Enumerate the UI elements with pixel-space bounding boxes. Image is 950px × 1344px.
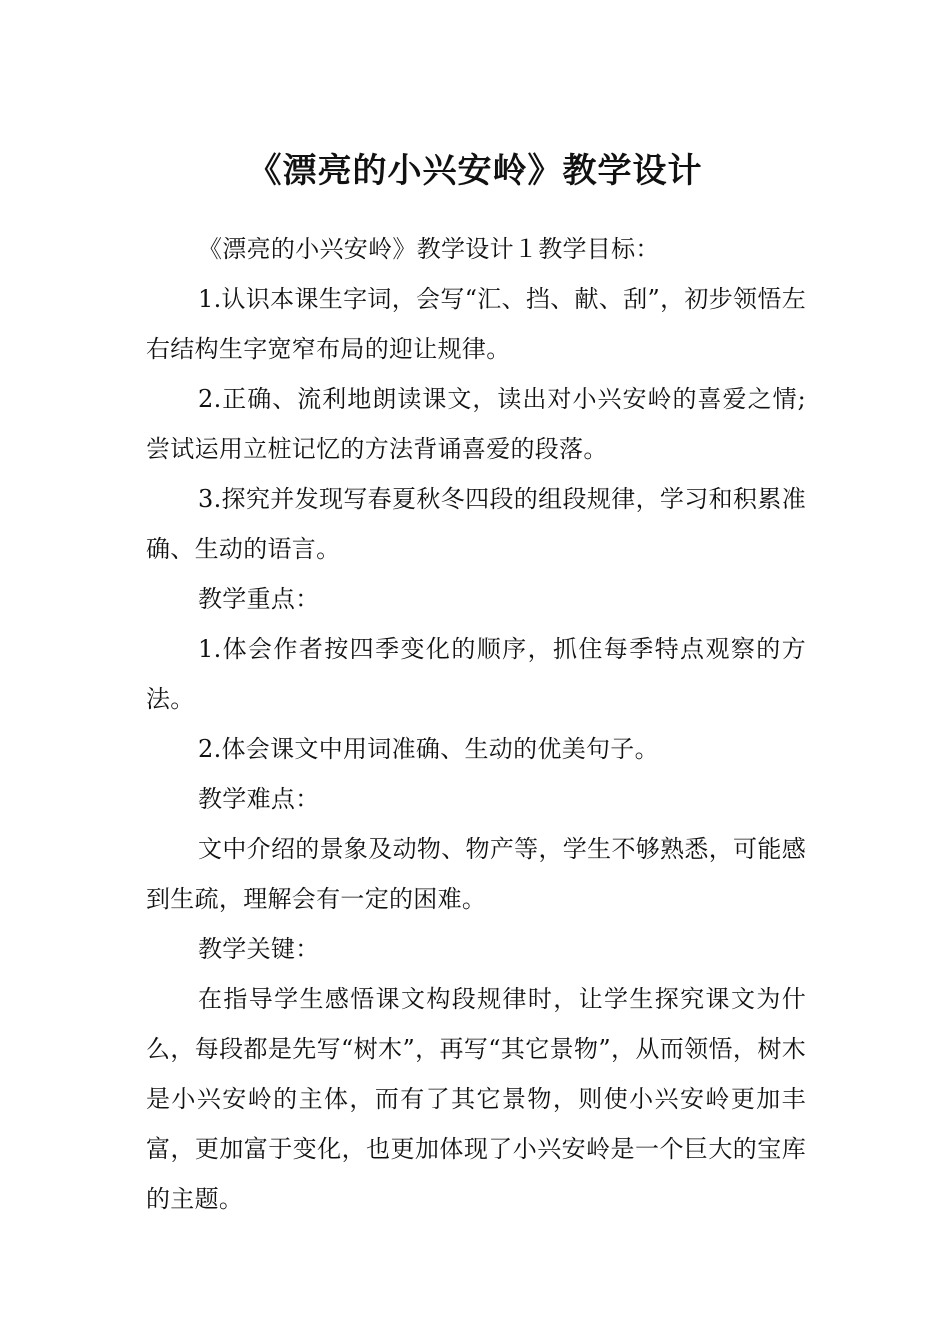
paragraph-heading-key: 教学关键： bbox=[198, 935, 320, 963]
paragraph-heading-objectives: 《漂亮的小兴安岭》教学设计１教学目标： bbox=[198, 235, 660, 263]
document-title: 《漂亮的小兴安岭》教学设计 bbox=[247, 150, 703, 191]
paragraph-objective-1: 1.认识本课生字词，会写“汇、挡、献、刮”，初步领悟左右结构生字宽窄布局的迎让规律。 bbox=[146, 285, 806, 363]
paragraph-difficulty: 文中介绍的景象及动物、物产等，学生不够熟悉，可能感到生疏，理解会有一定的困难。 bbox=[146, 835, 806, 913]
paragraph-key: 在指导学生感悟课文构段规律时，让学生探究课文为什么，每段都是先写“树木”，再写“其它景物”，从而领悟，树木是小兴安岭的主体，而有了其它景物，则使小兴安岭更加丰富，更加富于变化，也更加体现了小兴安岭是一个巨大的宝库的主题。 bbox=[146, 985, 806, 1213]
paragraph-heading-difficulties: 教学难点： bbox=[198, 785, 320, 813]
paragraph-objective-3: 3.探究并发现写春夏秋冬四段的组段规律，学习和积累准确、生动的语言。 bbox=[146, 485, 806, 563]
document-body bbox=[146, 224, 806, 1224]
paragraph-objective-2: 2.正确、流利地朗读课文，读出对小兴安岭的喜爱之情;尝试运用立桩记忆的方法背诵喜爱的段落。 bbox=[146, 385, 806, 463]
paragraph-key-point-1: 1.体会作者按四季变化的顺序，抓住每季特点观察的方法。 bbox=[146, 635, 806, 713]
paragraph-key-point-2: 2.体会课文中用词准确、生动的优美句子。 bbox=[198, 735, 659, 763]
paragraph-heading-key-points: 教学重点： bbox=[198, 585, 320, 613]
